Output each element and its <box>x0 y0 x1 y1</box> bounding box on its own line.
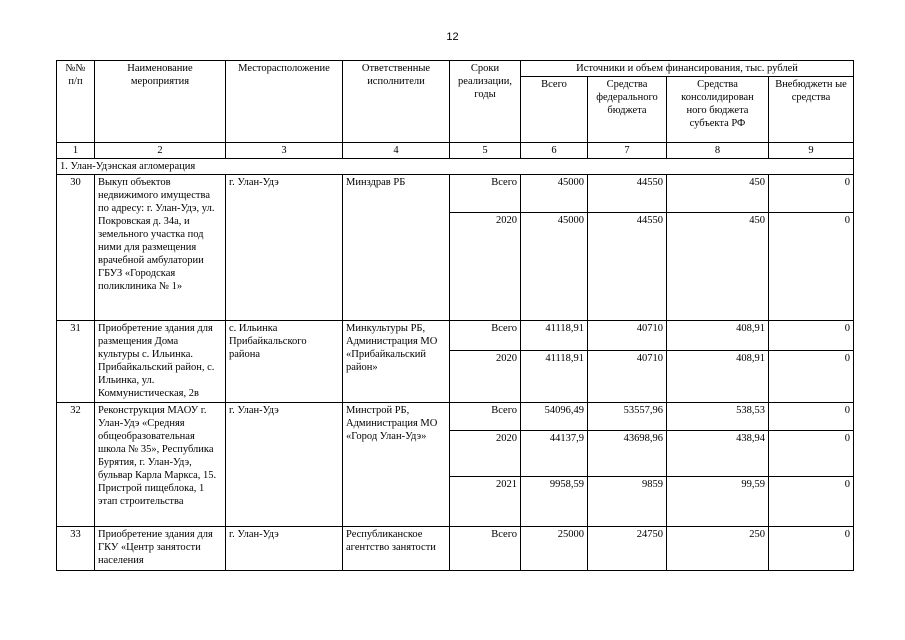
row-extrabudget: 0 <box>769 175 854 213</box>
row-location: г. Улан-Удэ <box>226 527 343 571</box>
row-number: 30 <box>57 175 95 321</box>
table-row <box>57 321 854 351</box>
row-executors: Минздрав РБ <box>343 175 450 321</box>
table-row <box>57 175 854 213</box>
row-regional: 408,91 <box>667 321 769 351</box>
row-executors: Минстрой РБ, Администрация МО «Город Улан-Удэ» <box>343 403 450 527</box>
row-location: г. Улан-Удэ <box>226 175 343 321</box>
row-regional: 450 <box>667 213 769 321</box>
row-total: 9958,59 <box>521 477 588 527</box>
row-federal: 44550 <box>588 213 667 321</box>
column-number: 4 <box>343 143 450 159</box>
row-executors: Минкультуры РБ, Администрация МО «Прибайкальский район» <box>343 321 450 403</box>
financing-table <box>56 60 854 571</box>
row-name: Выкуп объектов недвижимого имущества по адресу: г. Улан-Удэ, ул. Покровская д. 34а, и земельного участка под ними для размещения врачебной амбулатории ГБУЗ «Городская поликлиника № 1» <box>95 175 226 321</box>
header-period: Сроки реализации, годы <box>450 61 521 143</box>
row-total: 45000 <box>521 213 588 321</box>
row-federal: 53557,96 <box>588 403 667 431</box>
row-year: Всего <box>450 321 521 351</box>
row-year: Всего <box>450 403 521 431</box>
header-federal: Средства федерального бюджета <box>588 77 667 143</box>
row-federal: 44550 <box>588 175 667 213</box>
row-number: 33 <box>57 527 95 571</box>
row-federal: 40710 <box>588 321 667 351</box>
row-federal: 9859 <box>588 477 667 527</box>
row-extrabudget: 0 <box>769 321 854 351</box>
row-federal: 40710 <box>588 351 667 403</box>
row-regional: 450 <box>667 175 769 213</box>
row-federal: 24750 <box>588 527 667 571</box>
header-name: Наименование мероприятия <box>95 61 226 143</box>
row-total: 25000 <box>521 527 588 571</box>
row-year: 2021 <box>450 477 521 527</box>
column-numbers-row <box>57 143 854 159</box>
header-executors: Ответственные исполнители <box>343 61 450 143</box>
row-year: 2020 <box>450 213 521 321</box>
row-total: 41118,91 <box>521 351 588 403</box>
header-location: Месторасположение <box>226 61 343 143</box>
row-location: с. Ильинка Прибайкальского района <box>226 321 343 403</box>
column-number: 2 <box>95 143 226 159</box>
column-number: 6 <box>521 143 588 159</box>
row-federal: 43698,96 <box>588 431 667 477</box>
row-extrabudget: 0 <box>769 477 854 527</box>
column-number: 3 <box>226 143 343 159</box>
row-total: 41118,91 <box>521 321 588 351</box>
table-row <box>57 403 854 431</box>
row-regional: 99,59 <box>667 477 769 527</box>
header-num: №№ п/п <box>57 61 95 143</box>
row-total: 54096,49 <box>521 403 588 431</box>
row-regional: 538,53 <box>667 403 769 431</box>
row-year: 2020 <box>450 351 521 403</box>
header-regional: Средства консолидирован ного бюджета субъекта РФ <box>667 77 769 143</box>
row-location: г. Улан-Удэ <box>226 403 343 527</box>
column-number: 7 <box>588 143 667 159</box>
row-year: 2020 <box>450 431 521 477</box>
row-regional: 250 <box>667 527 769 571</box>
header-funding-group: Источники и объем финансирования, тыс. рублей <box>521 61 854 77</box>
page-number: 12 <box>446 31 459 43</box>
header-total: Всего <box>521 77 588 143</box>
header-extrabudget: Внебюджетн ые средства <box>769 77 854 143</box>
row-total: 45000 <box>521 175 588 213</box>
row-extrabudget: 0 <box>769 431 854 477</box>
row-executors: Республиканское агентство занятости <box>343 527 450 571</box>
column-number: 8 <box>667 143 769 159</box>
row-regional: 438,94 <box>667 431 769 477</box>
row-extrabudget: 0 <box>769 351 854 403</box>
row-extrabudget: 0 <box>769 403 854 431</box>
row-number: 31 <box>57 321 95 403</box>
table-row <box>57 527 854 571</box>
column-number: 9 <box>769 143 854 159</box>
row-extrabudget: 0 <box>769 527 854 571</box>
row-regional: 408,91 <box>667 351 769 403</box>
row-extrabudget: 0 <box>769 213 854 321</box>
row-total: 44137,9 <box>521 431 588 477</box>
section-title: 1. Улан-Удэнская агломерация <box>57 159 854 175</box>
row-name: Приобретение здания для размещения Дома культуры с. Ильинка. Прибайкальский район, с. Ильинка, ул. Коммунистическая, 2в <box>95 321 226 403</box>
column-number: 5 <box>450 143 521 159</box>
row-year: Всего <box>450 175 521 213</box>
row-name: Реконструкция МАОУ г. Улан-Удэ «Средняя общеобразовательная школа № 35», Республика Бурятия, г. Улан-Удэ, бульвар Карла Маркса, 15. Пристрой пищеблока, 1 этап строительства <box>95 403 226 527</box>
row-number: 32 <box>57 403 95 527</box>
row-name: Приобретение здания для ГКУ «Центр занятости населения <box>95 527 226 571</box>
row-year: Всего <box>450 527 521 571</box>
column-number: 1 <box>57 143 95 159</box>
